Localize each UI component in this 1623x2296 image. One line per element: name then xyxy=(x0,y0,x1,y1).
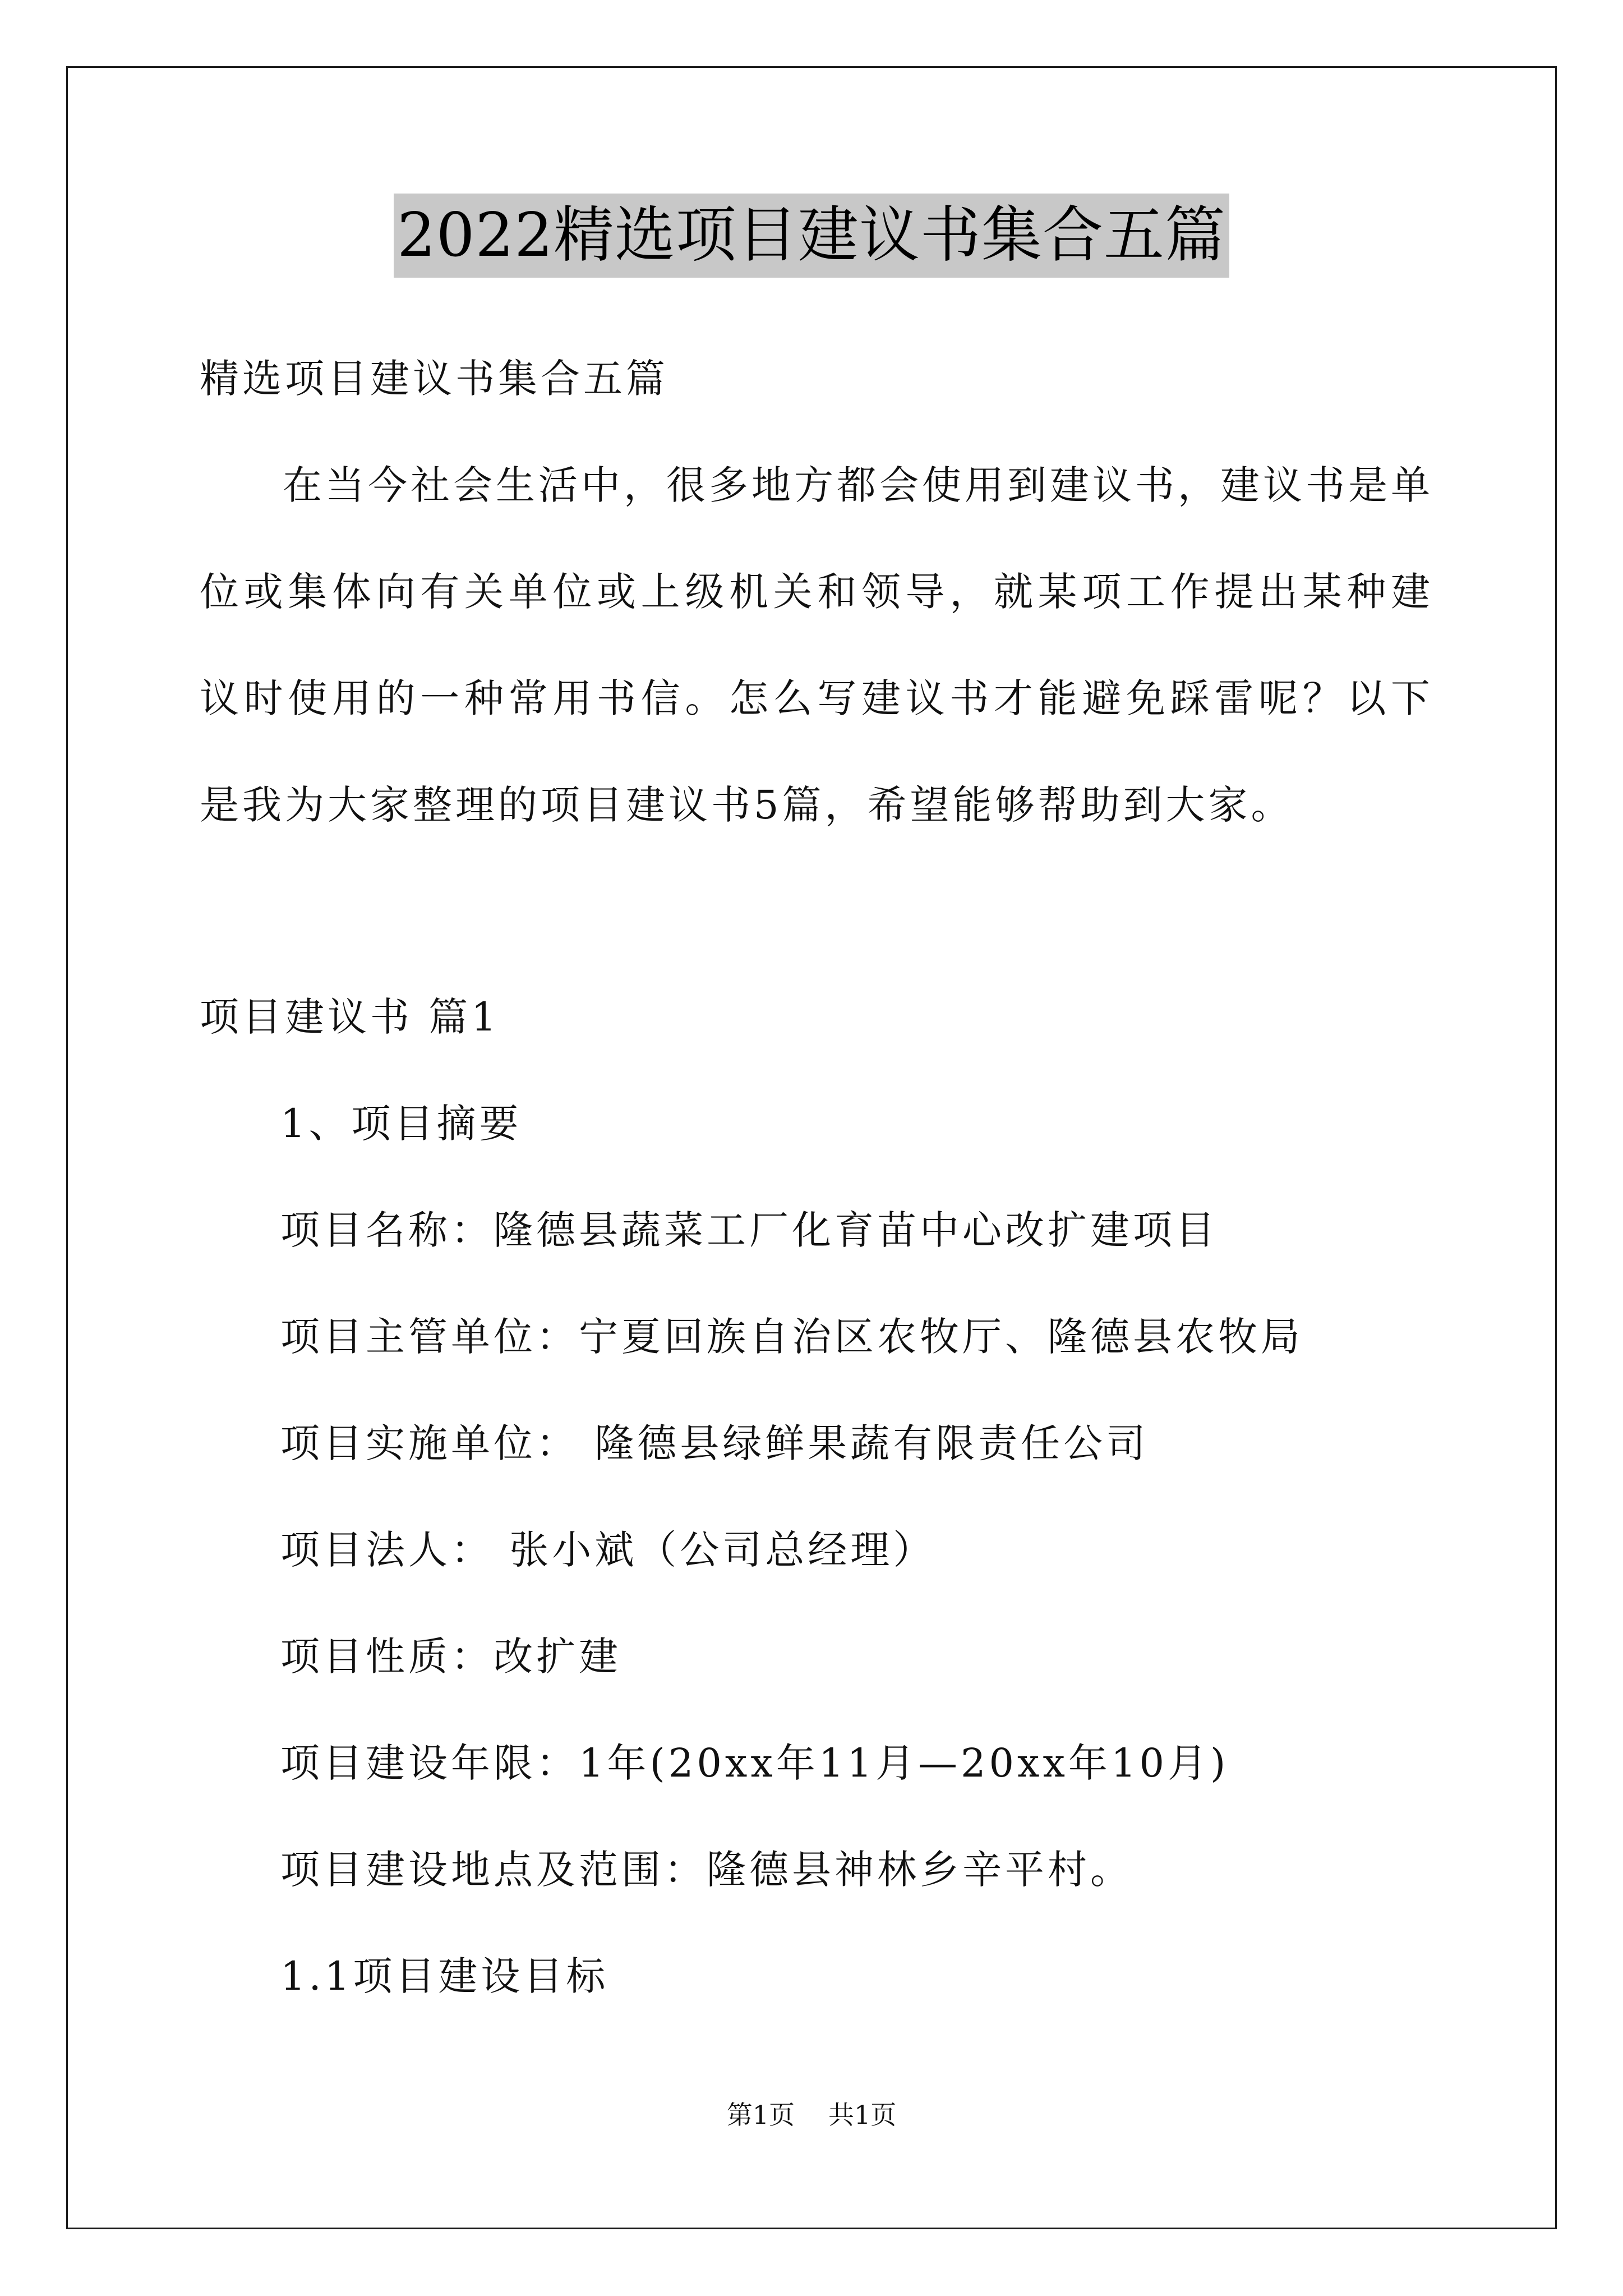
page-number: 第1页 xyxy=(726,2100,795,2130)
list-item: 项目实施单位： 隆德县绿鲜果蔬有限责任公司 xyxy=(280,1420,1149,1466)
page-total: 共1页 xyxy=(828,2100,897,2130)
list-item: 项目建设地点及范围：隆德县神林乡辛平村。 xyxy=(280,1847,1133,1893)
list-item: 项目性质：改扩建 xyxy=(280,1634,621,1680)
title-container xyxy=(0,194,1623,278)
document-subtitle: 精选项目建议书集合五篇 xyxy=(200,356,668,402)
intro-paragraph: 在当今社会生活中，很多地方都会使用到建议书，建议书是单位或集体向有关单位或上级机关和领导，就某项工作提出某种建议时使用的一种常用书信。怎么写建议书才能避免踩雷呢？以下是我为大家整理的项目建议书5篇，希望能够帮助到大家。 xyxy=(200,462,1433,828)
list-item: 项目法人： 张小斌（公司总经理） xyxy=(280,1527,936,1573)
list-item: 1.1项目建设目标 xyxy=(280,1953,609,1999)
section-heading: 项目建议书 篇1 xyxy=(200,994,500,1040)
list-item: 项目名称：隆德县蔬菜工厂化育苗中心改扩建项目 xyxy=(280,1207,1218,1253)
document-title: 2022精选项目建议书集合五篇 xyxy=(394,194,1229,278)
list-item: 项目主管单位：宁夏回族自治区农牧厅、隆德县农牧局 xyxy=(280,1314,1303,1360)
page-footer xyxy=(0,2098,1623,2132)
list-item: 1、项目摘要 xyxy=(280,1101,522,1147)
list-item: 项目建设年限：1年(20xx年11月—20xx年10月) xyxy=(280,1740,1229,1786)
